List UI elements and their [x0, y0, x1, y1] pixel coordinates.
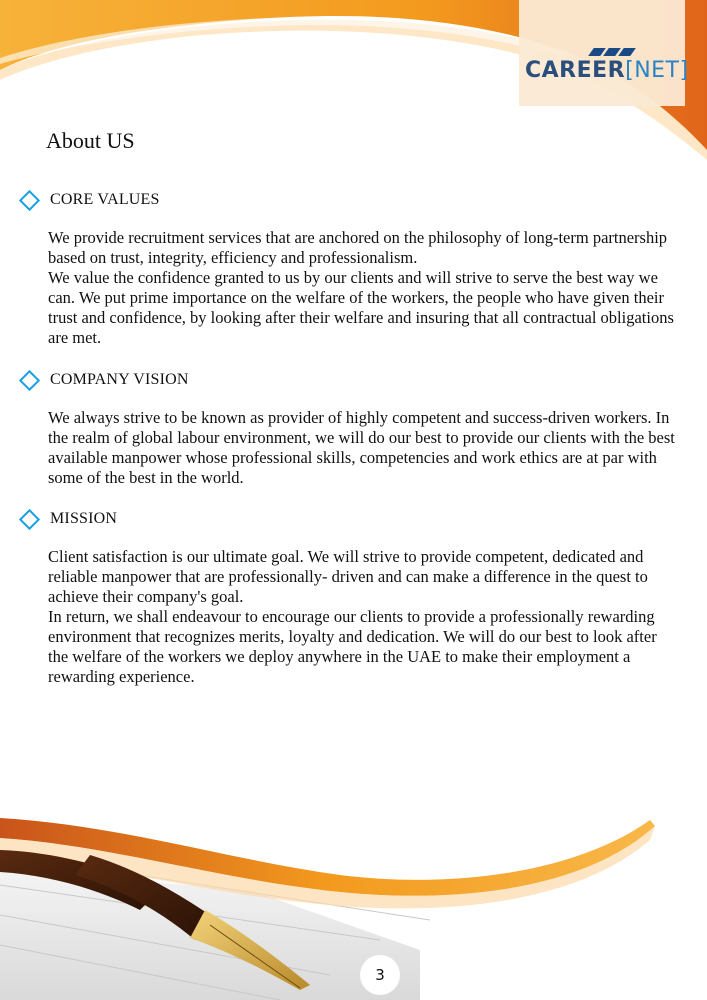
logo-text	[525, 58, 689, 83]
section-heading-row	[18, 507, 678, 531]
careernet-logo	[523, 46, 689, 90]
diamond-bullet-icon	[19, 369, 40, 390]
page-title: About US	[46, 128, 135, 153]
diamond-bullet-icon	[19, 508, 40, 529]
paragraph-line: In return, we shall endeavour to encourage our clients to provide a professionally rewarding environment that recognizes merits, loyalty and dedication. We will do our best to look after the welfare of the workers we deploy anywhere in the UAE to make their employment a rewarding experience.	[48, 607, 657, 686]
section-body	[48, 408, 678, 488]
paragraph-line: Client satisfaction is our ultimate goal. We will strive to provide competent, dedicated and reliable manpower that are professionally- driven and can make a difference in the quest to achieve their company's goal.	[48, 547, 648, 606]
section-core-values	[18, 188, 678, 348]
section-body	[48, 547, 678, 687]
section-heading: CORE VALUES	[50, 191, 160, 208]
logo-stripes-icon	[591, 48, 633, 58]
paragraph-line: We provide recruitment services that are anchored on the philosophy of long-term partnership based on trust, integrity, efficiency and professionalism.	[48, 228, 668, 267]
diamond-bullet-icon	[19, 189, 40, 210]
section-mission	[18, 507, 678, 687]
page-number: 3	[360, 955, 400, 995]
section-body	[48, 228, 678, 348]
logo-brand-main: CAREER	[525, 58, 626, 83]
section-company-vision	[18, 368, 678, 488]
paragraph-line: We value the confidence granted to us by our clients and will strive to serve the best way we can. We put prime importance on the welfare of the workers, the people who have given their trust and confidence, by looking after their welfare and insuring that all contractual obligations are met.	[48, 268, 674, 347]
section-heading-row	[18, 188, 678, 212]
paragraph-line: We always strive to be known as provider of highly competent and success-driven workers. In the realm of global labour environment, we will do our best to provide our clients with the best available manpower whose professional skills, competencies and work ethics are at par with some of the best in the world.	[48, 408, 675, 487]
section-heading: COMPANY VISION	[50, 371, 189, 388]
logo-brand-accent: [NET]	[625, 58, 689, 83]
bottom-swoosh-with-pen	[0, 800, 707, 1000]
section-heading: MISSION	[50, 510, 118, 527]
section-heading-row	[18, 368, 678, 392]
